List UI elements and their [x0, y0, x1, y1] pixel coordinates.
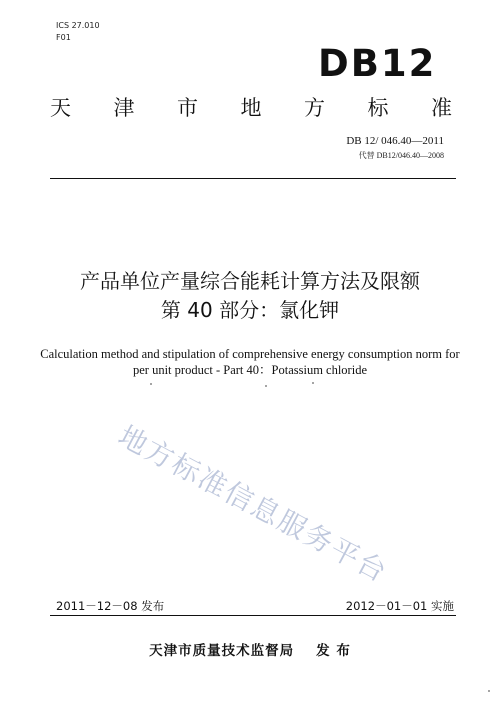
title-chinese-line1: 产品单位产量综合能耗计算方法及限额 — [80, 269, 420, 293]
title-english-line2: per unit product - Part 40：Potassium chloride — [133, 363, 367, 377]
header-divider — [50, 178, 456, 179]
issue-date: 2011－12－08 发布 — [56, 599, 165, 613]
implementation-date: 2012－01－01 实施 — [345, 599, 454, 613]
category-code: F01 — [56, 33, 71, 42]
standard-type-char: 标 — [367, 96, 389, 120]
standard-type-char: 津 — [113, 96, 135, 120]
standard-number: DB 12/ 046.40—2011 — [346, 135, 444, 147]
classification-codes — [56, 20, 100, 44]
scan-speck — [312, 382, 314, 384]
standard-type-heading — [50, 94, 452, 122]
issuing-authority — [0, 642, 500, 660]
issuer-name: 天津市质量技术监督局 — [149, 643, 295, 659]
standard-type-char: 准 — [431, 96, 452, 120]
ics-code: ICS 27.010 — [56, 21, 100, 30]
standard-type-char: 地 — [240, 96, 262, 120]
replaces-standard: 代替 DB12/046.40—2008 — [358, 151, 444, 160]
title-english-line1: Calculation method and stipulation of comprehensive energy consumption norm for — [40, 347, 460, 361]
standard-type-char: 市 — [177, 96, 198, 120]
scan-speck — [150, 383, 152, 385]
scan-speck — [265, 385, 267, 387]
title-chinese-line2: 第 40 部分：氯化钾 — [160, 298, 340, 322]
footer-divider — [50, 615, 456, 616]
scan-speck — [488, 690, 490, 692]
standard-type-char: 天 — [50, 96, 71, 120]
issuer-action: 发 布 — [316, 643, 351, 659]
standard-mark: DB12 — [318, 42, 437, 85]
standard-type-char: 方 — [304, 96, 325, 120]
watermark-text: 地方标准信息服务平台 — [112, 419, 394, 590]
